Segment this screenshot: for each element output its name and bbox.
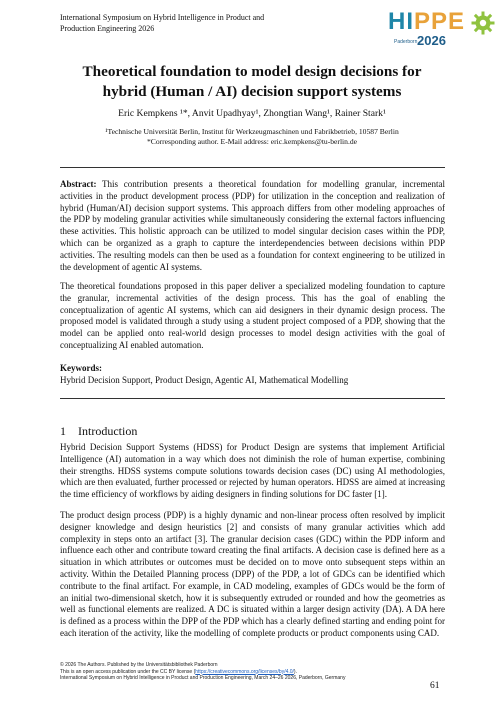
page-footer <box>60 662 445 682</box>
logo-wordmark <box>388 8 465 36</box>
intro-paragraph-2: The product design process (PDP) is a highly dynamic and non-linear process often resolved by implicit designer knowledge and design heuristics [2] and consists of many granular activities which add complexity in steps onto an artifact [3]. The granular decision cases (GDC) within the PDP inform and influence each other and contribute toward creating the final artifacts. A decision case is defined here as a situation in which attributes or outcomes must be decided on to move onto subsequent steps within an activity. Within the Detailed Planning process (DPP) of the PDP, a lot of GDCs can be identified which contribute to the final artifact. For example, in CAD modeling, examples of GDCs would be the form of an initial two-dimensional sketch, how it is subsequently extruded or rounded and how the geometries as well as functional elements are realized. A DC is situated within a larger design activity (DA). A DA here is defined as a process within the DPP of the PDP which has a clearly defined starting and ending point for each iteration of the activity, like the modelling of complete products or product components using CAD. <box>60 510 445 638</box>
paper-title-line1: Theoretical foundation to model design decisions for <box>82 63 422 80</box>
conference-logo <box>388 8 496 52</box>
abstract-paragraph-2: The theoretical foundations proposed in this paper deliver a specialized modeling foundation to capture the granular, incremental activities of the design process. This has the goal of enabling the conceptualization of agentic AI systems, which can aid designers in their dynamic design process. The proposed model is validated through a study using a student project composed of a PDP, showing that the model can be applied onto real-world design processes to model design activities with the goal of conceptualizing AI enabled automation. <box>60 281 445 350</box>
logo-word-hi: HI <box>388 8 414 35</box>
abstract-text-1: This contribution presents a theoretical foundation for modelling granular, incremental activities in the product development process (PDP) for utilization in the conception and realization of hybrid (Human/AI) decision support systems. This approach differs from other modeling approaches of the PDP by modeling granular activities while simultaneously considering the external factors influencing these activities. This holistic approach can be utilized to model singular decision cases within the PDP, which can be organized as a graph to capture the interdependencies between decisions within PDP activities. The resulting models can then be used as a foundation for context engineering to be utilized in the development of agentic AI systems. <box>60 179 445 272</box>
paper-title <box>40 62 464 102</box>
gear-icon <box>471 11 495 35</box>
logo-subtitle: Paderborn <box>394 39 418 45</box>
footer-license-pre: This is an open access publication under the CC BY license ( <box>60 668 196 675</box>
abstract-bottom-rule <box>60 398 445 399</box>
footer-copyright: © 2026 The Authors. Published by the Universitätsbibliothek Paderborn <box>60 662 218 668</box>
license-link[interactable]: https://creativecommons.org/licenses/by/4.0/ <box>195 668 294 675</box>
corresponding-author: *Corresponding author. E-Mail address: eric.kempkens@tu-berlin.de <box>146 137 358 146</box>
paper-affiliation-block <box>40 127 464 147</box>
page-number: 61 <box>430 681 440 691</box>
footer-license-post: ). <box>293 668 297 675</box>
abstract-label: Abstract: <box>60 179 97 189</box>
section-number: 1 <box>60 424 66 438</box>
paper-authors: Eric Kempkens ¹*, Anvit Upadhyay¹, Zhongtian Wang¹, Rainer Stark¹ <box>118 108 386 119</box>
abstract-top-rule <box>60 167 445 168</box>
conference-header-line2: Production Engineering 2026 <box>60 23 155 33</box>
paper-affiliation: ¹Technische Universität Berlin, Institut für Werkzeugmaschinen und Fabrikbetrieb, 10587 Berlin <box>105 127 399 136</box>
logo-word-ppe: PPE <box>414 8 466 35</box>
keywords-text: Hybrid Decision Support, Product Design, Agentic AI, Mathematical Modelling <box>60 374 349 385</box>
logo-year: 2026 <box>417 33 446 48</box>
conference-header <box>60 13 360 34</box>
section-heading <box>60 424 137 439</box>
keywords-block <box>60 363 445 387</box>
keywords-label: Keywords: <box>60 363 102 373</box>
abstract-paragraph-1 <box>60 179 445 273</box>
paper-title-line2: hybrid (Human / AI) decision support systems <box>102 83 402 100</box>
footer-conference: International Symposium on Hybrid Intelligence in Product and Production Engineering, March 24–26 2026, Paderborn, Germany <box>60 675 346 681</box>
intro-paragraph-1: Hybrid Decision Support Systems (HDSS) for Product Design are systems that implement Artificial Intelligence (AI) automation in a way which does not diminish the role of human expertise, combining their strengths. HDSS systems compute solutions towards decision cases (DC) using AI methodologies, which are then evaluated, further processed or rejected by human operators. HDSS are aimed at increasing the time efficiency of workflows by aiding designers in finding solutions for DC faster [1]. <box>60 442 445 500</box>
conference-header-line1: International Symposium on Hybrid Intelligence in Product and <box>60 13 265 22</box>
section-title: Introduction <box>78 424 138 438</box>
